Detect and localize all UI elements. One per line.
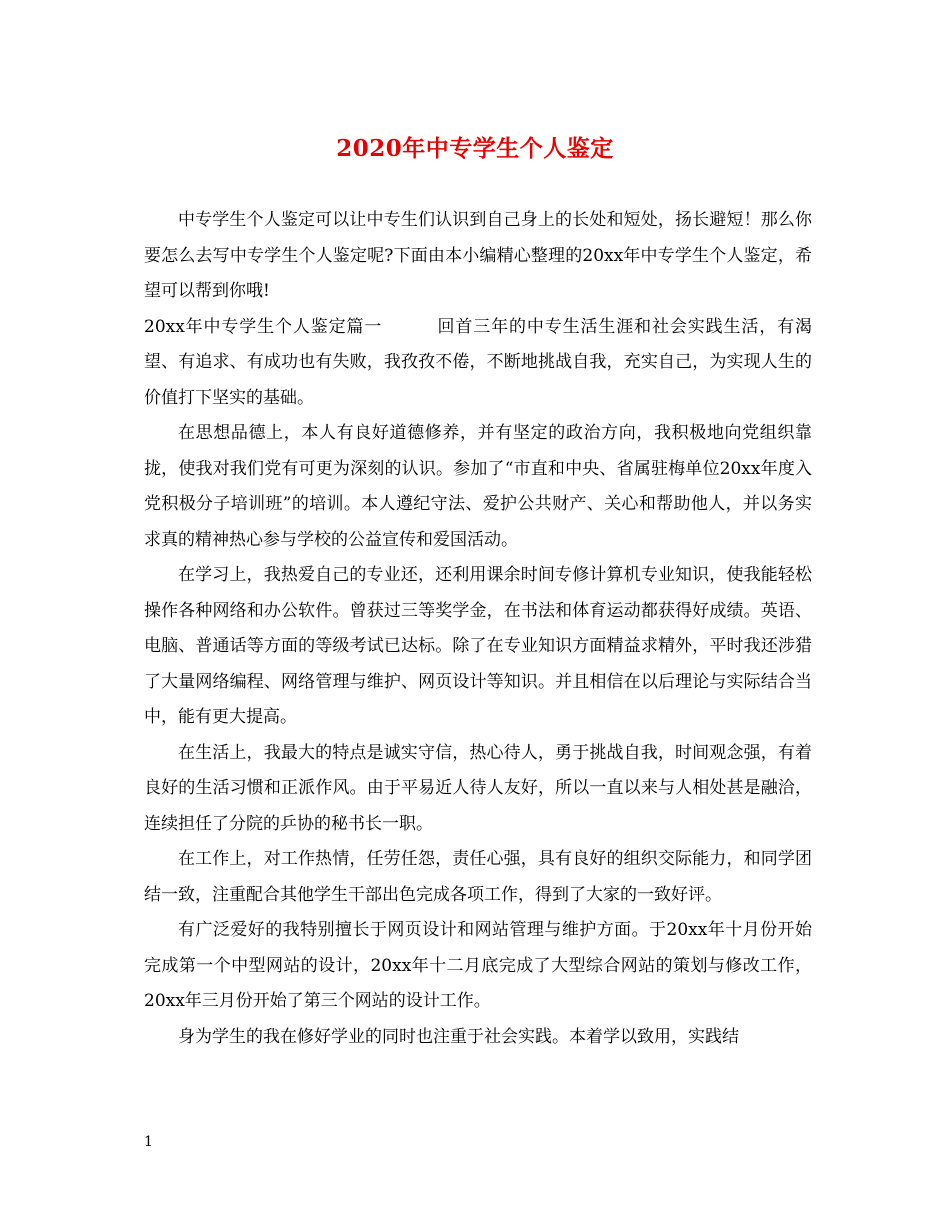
paragraph-study: 在学习上，我热爱自己的专业还，还利用课余时间专修计算机专业知识，使我能轻松操作各种网络和办公软件。曾获过三等奖学金，在书法和体育运动都获得好成绩。英语、电脑、普通话等方面的等级考试已达标。除了在专业知识方面精益求精外，平时我还涉猎了大量网络编程、网络管理与维护、网页设计等知识。并且相信在以后理论与实际结合当中，能有更大提高。	[144, 565, 812, 727]
paragraph-life: 在生活上，我最大的特点是诚实守信，热心待人，勇于挑战自我，时间观念强，有着良好的生活习惯和正派作风。由于平易近人待人友好，所以一直以来与人相处甚是融洽，连续担任了分院的乒协的秘书长一职。	[144, 742, 812, 834]
paragraph-ideology: 在思想品德上，本人有良好道德修养，并有坚定的政治方向，我积极地向党组织靠拢，使我对我们党有可更为深刻的认识。参加了“市直和中央、省属驻梅单位20xx年度入党积极分子培训班”的培训。本人遵纪守法、爱护公共财产、关心和帮助他人，并以务实求真的精神热心参与学校的公益宣传和爱国活动。	[144, 423, 812, 550]
document-title: 2020年中专学生个人鉴定	[336, 135, 614, 162]
section-intro: 回首三年的中专生活生涯和社会实践生活，有渴望、有追求、有成功也有失败，我孜孜不倦，不断地挑战自我，充实自己，为实现人生的价值打下坚实的基础。	[144, 316, 812, 408]
paragraph-hobbies: 有广泛爱好的我特别擅长于网页设计和网站管理与维护方面。于20xx年十月份开始完成第一个中型网站的设计，20xx年十二月底完成了大型综合网站的策划与修改工作，20xx年三月份开始了第三个网站的设计工作。	[144, 920, 812, 1011]
section-heading: 20xx年中专学生个人鉴定篇一	[144, 316, 383, 337]
intro-paragraph: 中专学生个人鉴定可以让中专生们认识到自己身上的长处和短处，扬长避短！那么你要怎么去写中专学生个人鉴定呢?下面由本小编精心整理的20xx年中专学生个人鉴定，希望可以帮到你哦!	[144, 210, 812, 301]
document-body	[144, 203, 812, 1055]
paragraph-practice: 身为学生的我在修好学业的同时也注重于社会实践。本着学以致用，实践结	[178, 1026, 739, 1047]
paragraph-work: 在工作上，对工作热情，任劳任怨，责任心强，具有良好的组织交际能力，和同学团结一致，注重配合其他学生干部出色完成各项工作，得到了大家的一致好评。	[144, 849, 812, 905]
section-first-paragraph	[144, 310, 812, 417]
page-number: 1	[144, 1134, 153, 1150]
